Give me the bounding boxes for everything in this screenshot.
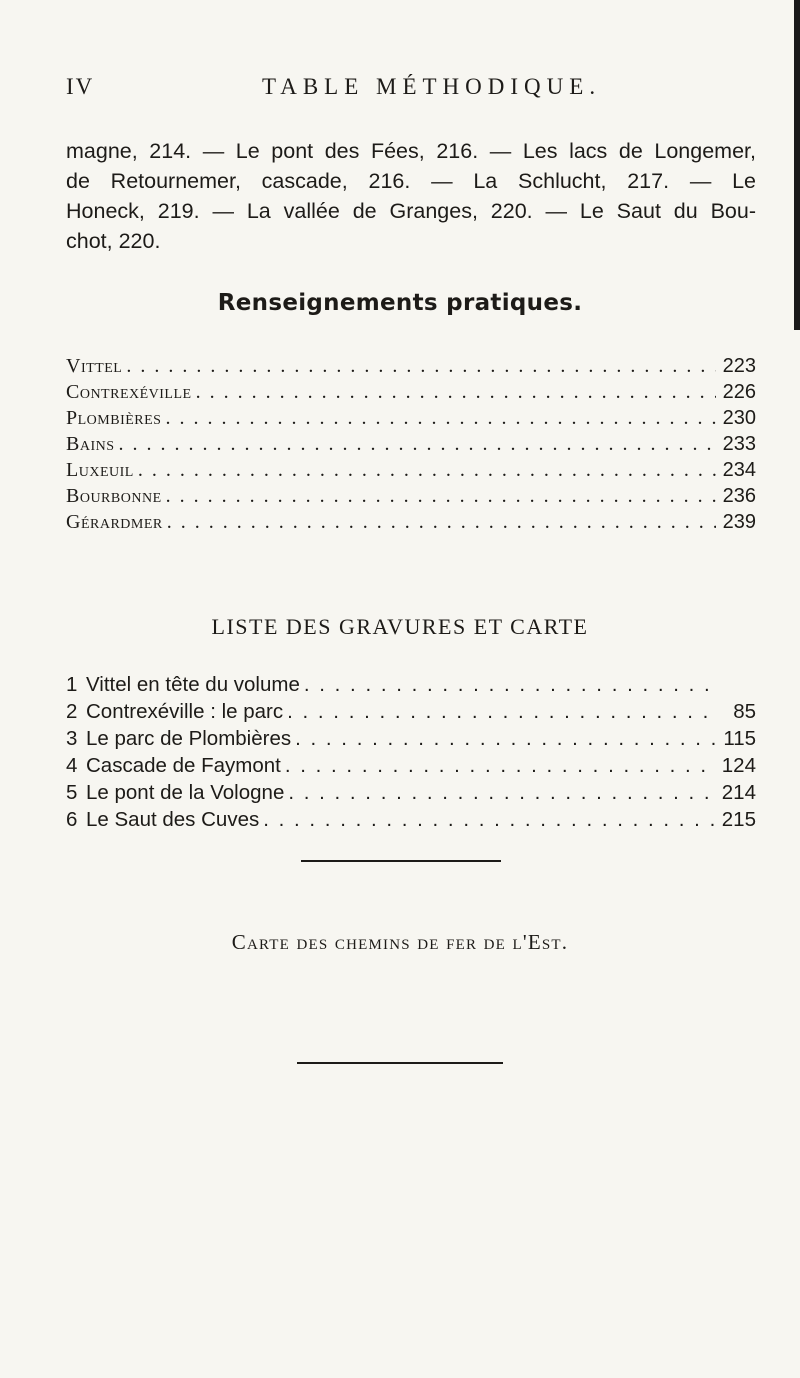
page-edge-shadow — [794, 0, 800, 330]
gravure-number: 2 — [66, 700, 78, 723]
gravure-label: Le pont de la Vologne — [86, 781, 285, 804]
dot-leader — [165, 407, 716, 430]
dot-leader — [263, 808, 716, 832]
toc-entry — [66, 407, 756, 433]
gravure-number: 5 — [66, 781, 78, 804]
toc-label: Bourbonne — [66, 485, 162, 507]
gravure-number: 1 — [66, 673, 78, 696]
gravure-label: Cascade de Faymont — [86, 754, 281, 777]
gravure-label: Le parc de Plombières — [86, 727, 292, 750]
page-number: IV — [66, 74, 95, 99]
dot-leader — [126, 355, 716, 378]
continued-paragraph — [66, 136, 756, 256]
toc-label: Luxeuil — [66, 459, 134, 481]
dot-leader — [138, 459, 716, 482]
divider-rule — [301, 860, 501, 862]
map-caption: Carte des chemins de fer de l'Est. — [231, 930, 569, 954]
gravure-number: 4 — [66, 754, 78, 777]
gravure-entry — [66, 700, 756, 727]
gravure-entry — [66, 727, 756, 754]
paragraph-line: de Retournemer, cascade, 216. — La Schlucht, 217. — Le — [66, 169, 756, 193]
gravure-number: 3 — [66, 727, 78, 750]
renseignements-list — [66, 355, 756, 537]
toc-page: 234 — [722, 459, 756, 481]
dot-leader — [295, 727, 716, 751]
gravures-list — [66, 673, 756, 835]
running-title: TABLE MÉTHODIQUE. — [262, 74, 602, 99]
toc-entry — [66, 511, 756, 537]
toc-page: 239 — [722, 511, 756, 533]
gravures-heading: LISTE DES GRAVURES ET CARTE — [211, 614, 589, 639]
toc-page: 233 — [722, 433, 756, 455]
gravure-label: Le Saut des Cuves — [86, 808, 260, 831]
dot-leader — [287, 700, 716, 724]
gravure-entry — [66, 781, 756, 808]
toc-label: Gérardmer — [66, 511, 163, 533]
page-header — [66, 74, 756, 114]
dot-leader — [119, 433, 716, 456]
renseignements-heading: Renseignements pratiques. — [217, 290, 583, 316]
dot-leader — [167, 511, 716, 534]
toc-entry — [66, 459, 756, 485]
paragraph-line: magne, 214. — Le pont des Fées, 216. — Les lacs de Longemer, — [66, 139, 756, 163]
gravure-label: Vittel en tête du volume — [86, 673, 300, 696]
gravure-number: 6 — [66, 808, 78, 831]
paragraph-line: chot, 220. — [66, 229, 161, 253]
gravure-entry — [66, 808, 756, 835]
dot-leader — [166, 485, 716, 508]
toc-entry — [66, 355, 756, 381]
toc-entry — [66, 381, 756, 407]
toc-page: 223 — [722, 355, 756, 377]
gravure-page: 215 — [721, 808, 756, 831]
toc-label: Bains — [66, 433, 115, 455]
toc-page: 236 — [722, 485, 756, 507]
dot-leader — [196, 381, 716, 404]
toc-label: Plombières — [66, 407, 162, 429]
toc-label: Contrexéville — [66, 381, 192, 403]
toc-page: 230 — [722, 407, 756, 429]
toc-label: Vittel — [66, 355, 123, 377]
dot-leader — [288, 781, 715, 805]
paragraph-line: Honeck, 219. — La vallée de Granges, 220. — Le Saut du Bou- — [66, 199, 756, 223]
gravure-page: 115 — [723, 727, 756, 750]
toc-entry — [66, 485, 756, 511]
gravure-entry — [66, 754, 756, 781]
toc-entry — [66, 433, 756, 459]
gravure-entry — [66, 673, 756, 700]
gravure-page: 85 — [733, 700, 756, 723]
gravure-page: 124 — [721, 754, 756, 777]
dot-leader — [304, 673, 716, 697]
gravure-label: Contrexéville : le parc — [86, 700, 284, 723]
gravure-page: 214 — [721, 781, 756, 804]
divider-rule — [297, 1062, 503, 1064]
toc-page: 226 — [722, 381, 756, 403]
dot-leader — [285, 754, 716, 778]
